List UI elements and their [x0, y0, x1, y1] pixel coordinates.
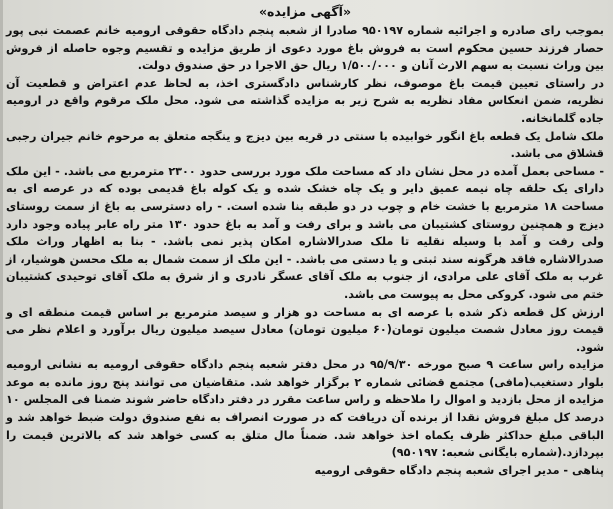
paragraph-valuation: در راستای تعیین قیمت باغ موصوف، نظر کارشناس دادگستری اخذ، به لحاظ عدم اعتراض و قطعیت آن نظریه، ضمن انعکاس مفاد نظریه به شرح زیر به مزایده گذاشته می شود. محل ملک مرقوم واقع در ارومیه جاده گلمانخانه.	[6, 76, 604, 125]
auction-notice	[6, 4, 604, 479]
paragraph-value: ارزش کل قطعه ذکر شده با عرصه ای به مساحت دو هزار و سیصد مترمربع بر اساس قیمت منطقه ای و قیمت روز معادل شصت میلیون تومان(۶۰ میلیون تومان) معادل سیصد میلیون ریال برآورد و اعلام نظر می شود.	[6, 305, 604, 354]
paragraph-verdict: بموجب رای صادره و اجرائیه شماره ۹۵۰۱۹۷ صادرا از شعبه پنجم دادگاه حقوقی ارومیه خانم عصمت نبی پور حصار فرزند حسین محکوم است به فروش باغ مورد دعوی از طریق مزایده و تقسیم وجوه حاصله از فروش بین وراث نسبت به سهم الارث آنان و ۱/۵۰۰/۰۰۰ ریال حق الاجرا در حق صندوق دولت.	[6, 24, 604, 73]
paragraph-property: ملک شامل یک قطعه باغ انگور خوابیده با سنتی در قریه بین دیزج و ینگجه متعلق به مرحوم خانم جیران رجبی قشلاق می باشد.	[6, 129, 604, 161]
paper-edge	[0, 0, 3, 509]
paragraph-auction-terms: مزایده راس ساعت ۹ صبح مورخه ۹۵/۹/۳۰ در محل دفتر شعبه پنجم دادگاه حقوقی ارومیه به نشانی ارومیه بلوار دستغیب(مافی) مجتمع قضائی شماره ۲ برگزار خواهد شد. متقاضیان می توانند پنج روز مانده به موعد مزایده از محل بازدید و اموال را ملاحظه و راس ساعت مقرر در دفتر دادگاه حاضر شوند ضمنا فی المجلس ۱۰ درصد کل مبلغ فروش نقدا از برنده آن دریافت که در صورت انصراف به نفع صندوق دولت ضبط خواهد شد و الباقی مبلغ حداکثر ظرف یکماه اخذ خواهد شد. ضمناً مال متلق به کسی خواهد شد که بالاترین قیمت را بپردازد.(شماره بایگانی شعبه: ۹۵۰۱۹۷)	[6, 358, 604, 460]
signature-line: پناهی - مدیر اجرای شعبه پنجم دادگاه حقوقی ارومیه	[314, 463, 604, 477]
paragraph-survey: - مساحی بعمل آمده در محل نشان داد که مساحت ملک مورد بررسی حدود ۲۳۰۰ مترمربع می باشد. - این ملک دارای یک حلقه چاه نیمه عمیق دایر و یک چاه خشک شده و یک کوله باغ قدیمی بوده که در عرصه ای به مساحت ۱۸ مترمربع با خشت خام و چوب در دو طبقه بنا شده است. - راه دسترسی به باغ از سمت روستای دیزج و همچنین روستای کشتیبان می باشد و برای رفت و آمد به باغ حدود ۱۳۰ متر راه عابر پیاده وجود دارد ولی رفت و آمد با وسیله نقلیه تا ملک صدرالاشاره امکان پذیر نمی باشد. - بنا به اظهار وراث ملک صدرالاشاره فاقد هرگونه سند ثبتی و یا دستی می باشد. - این ملک از سمت شمال به ملک محسن هوشیار، از غرب به ملک آقای علی مرادی، از جنوب به ملک آقای عسگر نادری و از شرق به ملک آقای توحیدی کشتیبان ختم می شود. کروکی محل به پیوست می باشد.	[6, 164, 605, 301]
notice-title: «آگهی مزایده»	[258, 4, 352, 19]
